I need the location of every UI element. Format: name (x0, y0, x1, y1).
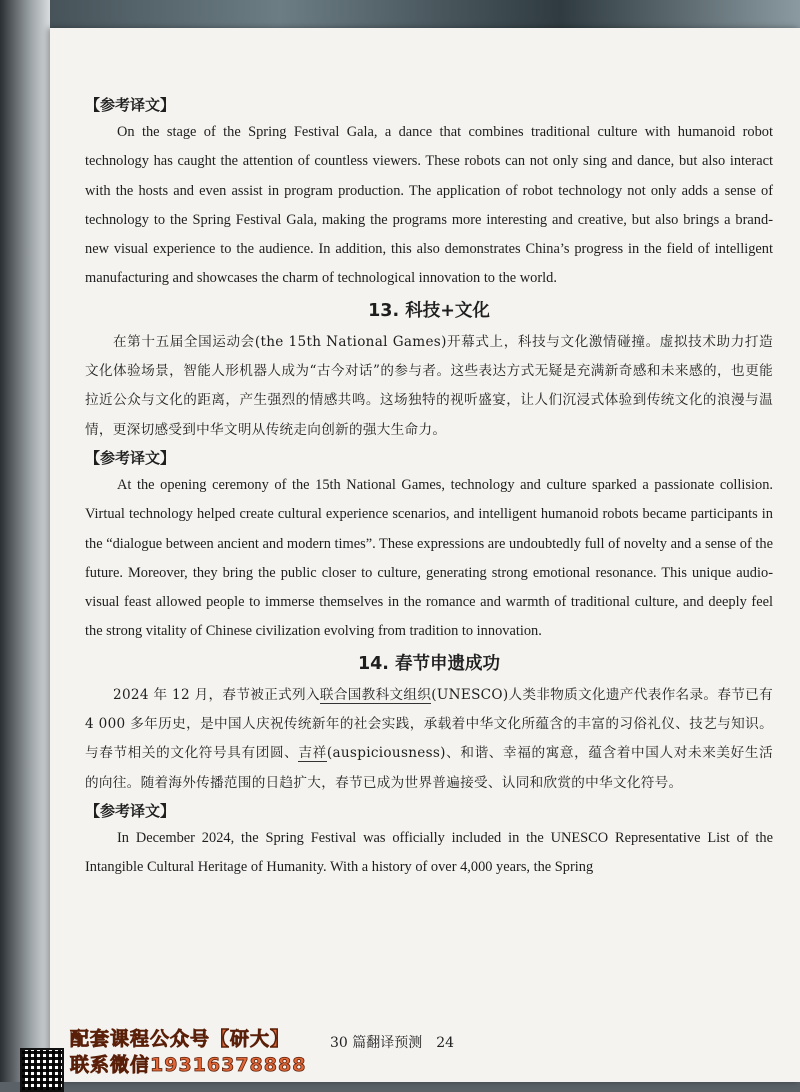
chinese-paragraph-14 (85, 681, 773, 798)
document-page (50, 28, 800, 1082)
book-spine-edge (0, 0, 50, 1082)
reference-translation-tag: 【参考译文】 (85, 801, 176, 820)
text-segment: 2024 年 12 月，春节被正式列入 (113, 686, 320, 703)
section-heading-14: 14. 春节申遗成功 (357, 653, 501, 674)
underlined-term: 吉祥 (298, 745, 327, 762)
section-heading-13: 13. 科技+文化 (368, 300, 490, 321)
reference-translation-tag: 【参考译文】 (85, 448, 176, 467)
translation-paragraph-12: On the stage of the Spring Festival Gala, a dance that combines traditional culture with humanoid robot technology has caught the attention of countless viewers. These robots can not only sing and dance, but also interact with the hosts and even assist in program production. The application of robot technology not only adds a sense of technology to the Spring Festival Gala, making the programs more interesting and creative, but also brings a brand-new visual experience to the audience. In addition, this also demonstrates China’s progress in the field of intelligent manufacturing and showcases the charm of technological innovation to the world. (85, 124, 773, 287)
page-footer (50, 1028, 800, 1082)
scan-top-strip (0, 0, 800, 30)
page-content (85, 92, 773, 883)
translation-paragraph-14: In December 2024, the Spring Festival was officially included in the UNESCO Representative List of the Intangible Cultural Heritage of Humanity. With a history of over 4,000 years, the Spring (85, 829, 773, 876)
text-segment: (auspiciousness)、和谐、幸福的寓意，蕴含着中国人对未来美好生活的向往。随着海外传播范围的日趋扩大，春节已成为世界普遍接受、认同和欣赏的中华文化符号。 (85, 745, 773, 791)
reference-translation-tag: 【参考译文】 (85, 96, 176, 114)
translation-paragraph-13: At the opening ceremony of the 15th National Games, technology and culture sparked a passionate collision. Virtual technology helped create cultural experience scenarios, and intelligent humanoid robots became participants in the “dialogue between ancient and modern times”. These expressions are undoubtedly full of novelty and a sense of the future. Moreover, they bring the public closer to culture, generating strong emotional resonance. This unique audio-visual feast allowed people to immerse themselves in the romance and warmth of traditional culture, and deeply feel the strong vitality of Chinese civilization evolving from tradition to innovation. (85, 476, 773, 640)
page-number: 30 篇翻译预测 24 (330, 1035, 455, 1051)
watermark-line-1: 配套课程公众号【研大】 (70, 1028, 291, 1050)
qr-code-icon (20, 1048, 64, 1092)
watermark-line-2: 联系微信19316378888 (70, 1054, 307, 1076)
chinese-paragraph-13: 在第十五届全国运动会(the 15th National Games)开幕式上，科技与文化激情碰撞。虚拟技术助力打造文化体验场景，智能人形机器人成为“古今对话”的参与者。这些表达方式无疑是充满新奇感和未来感的，也更能拉近公众与文化的距离，产生强烈的情感共鸣。这场独特的视听盛宴，让人们沉浸式体验到传统文化的浪漫与温情，更深切感受到中华文明从传统走向创新的强大生命力。 (85, 333, 773, 438)
text-segment: (UNESCO)人类非物质文化遗产代表作名录。春节已有 4 000 多年历史，是中国人庆祝传统新年的社会实践，承载着中华文化所蕴含的丰富的习俗礼仪、技艺与知识。与春节相关的文化符号具有团圆、 (85, 686, 773, 762)
underlined-term: 联合国教科文组织 (319, 686, 432, 703)
